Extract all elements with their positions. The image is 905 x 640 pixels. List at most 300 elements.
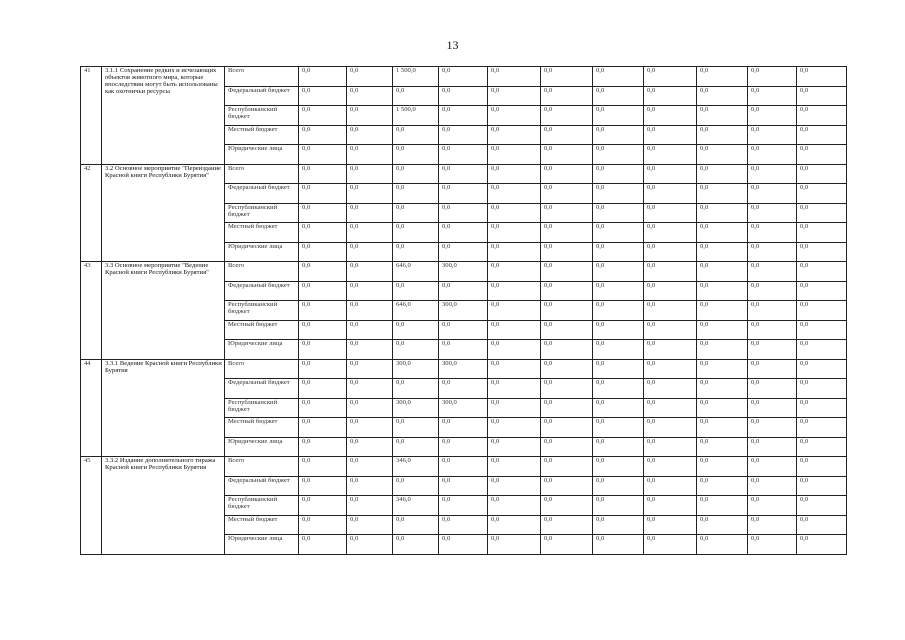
value-cell: 0,0 <box>593 203 644 223</box>
value-cell: 0,0 <box>488 320 541 340</box>
value-cell: 0,0 <box>644 398 697 418</box>
value-cell: 0,0 <box>488 515 541 535</box>
value-cell: 0,0 <box>593 379 644 399</box>
value-cell: 0,0 <box>347 437 393 457</box>
value-cell: 0,0 <box>644 535 697 555</box>
value-cell: 0,0 <box>797 86 847 106</box>
value-cell: 0,0 <box>299 437 347 457</box>
value-cell: 0,0 <box>347 496 393 516</box>
value-cell: 0,0 <box>644 359 697 379</box>
funding-source-label: Республиканский бюджет <box>225 301 299 321</box>
row-number: 43 <box>81 262 102 360</box>
value-cell: 0,0 <box>797 535 847 555</box>
value-cell: 0,0 <box>299 301 347 321</box>
value-cell: 0,0 <box>748 184 797 204</box>
value-cell: 0,0 <box>488 281 541 301</box>
funding-source-label: Юридические лица <box>225 340 299 360</box>
value-cell: 0,0 <box>644 379 697 399</box>
value-cell: 0,0 <box>593 457 644 477</box>
value-cell: 0,0 <box>697 86 748 106</box>
value-cell: 0,0 <box>748 359 797 379</box>
value-cell: 0,0 <box>748 106 797 126</box>
value-cell: 0,0 <box>797 476 847 496</box>
value-cell: 0,0 <box>488 359 541 379</box>
value-cell: 0,0 <box>299 223 347 243</box>
value-cell: 0,0 <box>697 398 748 418</box>
value-cell: 0,0 <box>299 203 347 223</box>
value-cell: 0,0 <box>593 535 644 555</box>
value-cell: 0,0 <box>593 496 644 516</box>
value-cell: 0,0 <box>347 535 393 555</box>
value-cell: 0,0 <box>439 320 488 340</box>
row-number: 41 <box>81 67 102 165</box>
funding-source-label: Местный бюджет <box>225 223 299 243</box>
value-cell: 0,0 <box>541 223 593 243</box>
value-cell: 0,0 <box>488 457 541 477</box>
value-cell: 0,0 <box>748 535 797 555</box>
value-cell: 646,0 <box>393 301 439 321</box>
value-cell: 0,0 <box>439 106 488 126</box>
funding-source-label: Местный бюджет <box>225 418 299 438</box>
value-cell: 0,0 <box>748 398 797 418</box>
value-cell: 0,0 <box>439 379 488 399</box>
table-row <box>81 262 847 282</box>
value-cell: 0,0 <box>347 125 393 145</box>
value-cell: 0,0 <box>541 301 593 321</box>
value-cell: 0,0 <box>488 437 541 457</box>
value-cell: 0,0 <box>299 379 347 399</box>
value-cell: 0,0 <box>593 164 644 184</box>
value-cell: 0,0 <box>593 301 644 321</box>
value-cell: 346,0 <box>393 496 439 516</box>
value-cell: 0,0 <box>439 125 488 145</box>
value-cell: 0,0 <box>644 418 697 438</box>
table-body <box>81 67 847 555</box>
funding-source-label: Республиканский бюджет <box>225 398 299 418</box>
value-cell: 300,0 <box>439 398 488 418</box>
value-cell: 0,0 <box>797 106 847 126</box>
value-cell: 0,0 <box>393 515 439 535</box>
value-cell: 0,0 <box>299 67 347 87</box>
value-cell: 0,0 <box>797 320 847 340</box>
value-cell: 0,0 <box>347 281 393 301</box>
funding-source-label: Всего <box>225 457 299 477</box>
value-cell: 0,0 <box>593 398 644 418</box>
value-cell: 0,0 <box>593 262 644 282</box>
activity-title: 3.1.1 Сохранение редких и исчезающих объектов животного мира, которые впоследствии могут быть использованы как охотничьи ресурсы <box>102 67 225 165</box>
value-cell: 0,0 <box>644 340 697 360</box>
value-cell: 0,0 <box>541 320 593 340</box>
value-cell: 0,0 <box>347 379 393 399</box>
value-cell: 0,0 <box>541 184 593 204</box>
value-cell: 0,0 <box>697 418 748 438</box>
value-cell: 0,0 <box>347 398 393 418</box>
value-cell: 0,0 <box>488 262 541 282</box>
value-cell: 0,0 <box>393 281 439 301</box>
value-cell: 0,0 <box>593 86 644 106</box>
value-cell: 0,0 <box>541 535 593 555</box>
value-cell: 0,0 <box>697 145 748 165</box>
value-cell: 0,0 <box>439 145 488 165</box>
value-cell: 0,0 <box>593 476 644 496</box>
value-cell: 0,0 <box>593 281 644 301</box>
value-cell: 0,0 <box>593 340 644 360</box>
value-cell: 0,0 <box>797 164 847 184</box>
value-cell: 0,0 <box>797 242 847 262</box>
value-cell: 0,0 <box>644 203 697 223</box>
value-cell: 0,0 <box>488 301 541 321</box>
value-cell: 0,0 <box>439 340 488 360</box>
funding-source-label: Юридические лица <box>225 437 299 457</box>
value-cell: 0,0 <box>541 496 593 516</box>
funding-source-label: Всего <box>225 359 299 379</box>
value-cell: 0,0 <box>644 320 697 340</box>
activity-title: 3.3 Основное мероприятие "Ведение Красной книги Республики Бурятия" <box>102 262 225 360</box>
value-cell: 0,0 <box>347 457 393 477</box>
value-cell: 0,0 <box>797 398 847 418</box>
value-cell: 0,0 <box>488 203 541 223</box>
value-cell: 0,0 <box>644 145 697 165</box>
value-cell: 0,0 <box>299 184 347 204</box>
value-cell: 0,0 <box>347 145 393 165</box>
value-cell: 0,0 <box>299 281 347 301</box>
value-cell: 0,0 <box>439 223 488 243</box>
value-cell: 0,0 <box>488 67 541 87</box>
value-cell: 0,0 <box>748 418 797 438</box>
value-cell: 0,0 <box>488 184 541 204</box>
value-cell: 0,0 <box>644 106 697 126</box>
funding-source-label: Федеральный бюджет <box>225 281 299 301</box>
table-row <box>81 164 847 184</box>
value-cell: 346,0 <box>393 457 439 477</box>
value-cell: 0,0 <box>393 125 439 145</box>
value-cell: 0,0 <box>347 320 393 340</box>
value-cell: 0,0 <box>541 125 593 145</box>
value-cell: 0,0 <box>748 262 797 282</box>
value-cell: 0,0 <box>541 164 593 184</box>
value-cell: 0,0 <box>347 203 393 223</box>
value-cell: 0,0 <box>347 223 393 243</box>
value-cell: 0,0 <box>541 437 593 457</box>
funding-source-label: Юридические лица <box>225 242 299 262</box>
value-cell: 0,0 <box>697 457 748 477</box>
value-cell: 0,0 <box>797 340 847 360</box>
value-cell: 0,0 <box>299 320 347 340</box>
activity-title: 3.3.2 Издание дополнительного тиража Красной книги Республики Бурятия <box>102 457 225 555</box>
value-cell: 0,0 <box>644 496 697 516</box>
value-cell: 0,0 <box>644 184 697 204</box>
value-cell: 0,0 <box>748 67 797 87</box>
value-cell: 300,0 <box>439 359 488 379</box>
value-cell: 0,0 <box>593 515 644 535</box>
value-cell: 0,0 <box>393 164 439 184</box>
value-cell: 0,0 <box>488 145 541 165</box>
value-cell: 0,0 <box>593 125 644 145</box>
value-cell: 0,0 <box>541 203 593 223</box>
value-cell: 0,0 <box>748 515 797 535</box>
value-cell: 0,0 <box>541 86 593 106</box>
value-cell: 0,0 <box>488 496 541 516</box>
value-cell: 0,0 <box>299 359 347 379</box>
value-cell: 0,0 <box>393 320 439 340</box>
value-cell: 0,0 <box>797 301 847 321</box>
row-number: 42 <box>81 164 102 262</box>
value-cell: 0,0 <box>697 476 748 496</box>
value-cell: 0,0 <box>488 164 541 184</box>
funding-source-label: Республиканский бюджет <box>225 203 299 223</box>
value-cell: 0,0 <box>797 359 847 379</box>
funding-source-label: Федеральный бюджет <box>225 184 299 204</box>
value-cell: 0,0 <box>593 437 644 457</box>
value-cell: 0,0 <box>797 496 847 516</box>
value-cell: 0,0 <box>748 476 797 496</box>
value-cell: 0,0 <box>439 281 488 301</box>
value-cell: 0,0 <box>488 242 541 262</box>
value-cell: 0,0 <box>644 515 697 535</box>
value-cell: 0,0 <box>439 457 488 477</box>
value-cell: 0,0 <box>644 301 697 321</box>
funding-source-label: Юридические лица <box>225 535 299 555</box>
value-cell: 0,0 <box>697 379 748 399</box>
value-cell: 0,0 <box>393 203 439 223</box>
value-cell: 0,0 <box>748 125 797 145</box>
value-cell: 0,0 <box>748 164 797 184</box>
value-cell: 0,0 <box>347 340 393 360</box>
value-cell: 300,0 <box>393 398 439 418</box>
value-cell: 0,0 <box>299 398 347 418</box>
value-cell: 0,0 <box>797 515 847 535</box>
value-cell: 0,0 <box>797 262 847 282</box>
table-row <box>81 359 847 379</box>
value-cell: 0,0 <box>593 67 644 87</box>
value-cell: 0,0 <box>439 184 488 204</box>
value-cell: 0,0 <box>347 67 393 87</box>
value-cell: 0,0 <box>299 262 347 282</box>
value-cell: 0,0 <box>439 496 488 516</box>
value-cell: 0,0 <box>393 242 439 262</box>
value-cell: 0,0 <box>488 398 541 418</box>
value-cell: 0,0 <box>697 359 748 379</box>
funding-source-label: Федеральный бюджет <box>225 379 299 399</box>
value-cell: 0,0 <box>797 418 847 438</box>
value-cell: 0,0 <box>797 203 847 223</box>
value-cell: 0,0 <box>644 67 697 87</box>
value-cell: 0,0 <box>541 340 593 360</box>
funding-source-label: Местный бюджет <box>225 515 299 535</box>
funding-source-label: Республиканский бюджет <box>225 496 299 516</box>
value-cell: 0,0 <box>299 476 347 496</box>
value-cell: 0,0 <box>541 145 593 165</box>
value-cell: 0,0 <box>797 457 847 477</box>
value-cell: 0,0 <box>299 86 347 106</box>
value-cell: 0,0 <box>299 515 347 535</box>
budget-table <box>80 66 847 555</box>
value-cell: 0,0 <box>541 106 593 126</box>
value-cell: 0,0 <box>593 223 644 243</box>
value-cell: 0,0 <box>593 242 644 262</box>
value-cell: 0,0 <box>697 164 748 184</box>
value-cell: 0,0 <box>541 67 593 87</box>
funding-source-label: Всего <box>225 67 299 87</box>
value-cell: 0,0 <box>748 145 797 165</box>
funding-source-label: Всего <box>225 164 299 184</box>
value-cell: 0,0 <box>697 125 748 145</box>
row-number: 44 <box>81 359 102 457</box>
value-cell: 0,0 <box>488 340 541 360</box>
value-cell: 0,0 <box>347 515 393 535</box>
value-cell: 300,0 <box>439 262 488 282</box>
value-cell: 0,0 <box>748 379 797 399</box>
value-cell: 0,0 <box>748 242 797 262</box>
value-cell: 0,0 <box>439 437 488 457</box>
value-cell: 0,0 <box>299 535 347 555</box>
value-cell: 0,0 <box>697 223 748 243</box>
value-cell: 0,0 <box>748 457 797 477</box>
value-cell: 0,0 <box>488 125 541 145</box>
value-cell: 0,0 <box>439 86 488 106</box>
value-cell: 0,0 <box>488 418 541 438</box>
value-cell: 0,0 <box>299 242 347 262</box>
value-cell: 0,0 <box>697 320 748 340</box>
value-cell: 0,0 <box>644 262 697 282</box>
value-cell: 0,0 <box>541 359 593 379</box>
value-cell: 0,0 <box>541 515 593 535</box>
value-cell: 0,0 <box>439 535 488 555</box>
funding-source-label: Местный бюджет <box>225 320 299 340</box>
value-cell: 0,0 <box>488 535 541 555</box>
value-cell: 0,0 <box>541 398 593 418</box>
value-cell: 0,0 <box>393 418 439 438</box>
value-cell: 0,0 <box>644 457 697 477</box>
value-cell: 0,0 <box>797 184 847 204</box>
value-cell: 0,0 <box>697 262 748 282</box>
value-cell: 0,0 <box>748 203 797 223</box>
value-cell: 0,0 <box>644 281 697 301</box>
value-cell: 0,0 <box>644 125 697 145</box>
value-cell: 0,0 <box>393 145 439 165</box>
value-cell: 0,0 <box>439 515 488 535</box>
value-cell: 0,0 <box>644 164 697 184</box>
value-cell: 0,0 <box>393 535 439 555</box>
value-cell: 0,0 <box>488 379 541 399</box>
value-cell: 0,0 <box>797 125 847 145</box>
value-cell: 0,0 <box>347 242 393 262</box>
value-cell: 0,0 <box>697 535 748 555</box>
value-cell: 0,0 <box>347 359 393 379</box>
value-cell: 300,0 <box>393 359 439 379</box>
value-cell: 0,0 <box>393 184 439 204</box>
value-cell: 0,0 <box>797 67 847 87</box>
value-cell: 0,0 <box>439 242 488 262</box>
value-cell: 0,0 <box>488 223 541 243</box>
value-cell: 0,0 <box>299 457 347 477</box>
value-cell: 0,0 <box>439 476 488 496</box>
value-cell: 0,0 <box>697 437 748 457</box>
value-cell: 0,0 <box>593 106 644 126</box>
value-cell: 0,0 <box>439 164 488 184</box>
value-cell: 0,0 <box>541 281 593 301</box>
value-cell: 0,0 <box>748 496 797 516</box>
value-cell: 0,0 <box>697 340 748 360</box>
value-cell: 0,0 <box>797 437 847 457</box>
value-cell: 0,0 <box>299 106 347 126</box>
value-cell: 0,0 <box>593 320 644 340</box>
row-number: 45 <box>81 457 102 555</box>
value-cell: 0,0 <box>347 164 393 184</box>
value-cell: 0,0 <box>697 496 748 516</box>
value-cell: 0,0 <box>439 203 488 223</box>
value-cell: 0,0 <box>644 242 697 262</box>
value-cell: 0,0 <box>593 418 644 438</box>
value-cell: 0,0 <box>697 203 748 223</box>
value-cell: 0,0 <box>299 145 347 165</box>
page-number: 13 <box>446 38 459 52</box>
value-cell: 0,0 <box>347 184 393 204</box>
value-cell: 0,0 <box>697 515 748 535</box>
value-cell: 0,0 <box>347 476 393 496</box>
value-cell: 0,0 <box>347 106 393 126</box>
value-cell: 0,0 <box>439 67 488 87</box>
value-cell: 0,0 <box>748 320 797 340</box>
value-cell: 1 500,0 <box>393 67 439 87</box>
value-cell: 0,0 <box>541 262 593 282</box>
value-cell: 0,0 <box>347 418 393 438</box>
value-cell: 0,0 <box>393 223 439 243</box>
value-cell: 0,0 <box>541 418 593 438</box>
value-cell: 0,0 <box>593 359 644 379</box>
value-cell: 0,0 <box>347 86 393 106</box>
value-cell: 0,0 <box>541 242 593 262</box>
value-cell: 0,0 <box>697 242 748 262</box>
value-cell: 0,0 <box>347 262 393 282</box>
value-cell: 0,0 <box>797 281 847 301</box>
funding-source-label: Республиканский бюджет <box>225 106 299 126</box>
value-cell: 1 500,0 <box>393 106 439 126</box>
value-cell: 0,0 <box>748 223 797 243</box>
value-cell: 0,0 <box>644 437 697 457</box>
activity-title: 3.2 Основное мероприятие "Переиздание Красной книги Республики Бурятия" <box>102 164 225 262</box>
value-cell: 0,0 <box>644 476 697 496</box>
table-row <box>81 457 847 477</box>
value-cell: 0,0 <box>697 281 748 301</box>
value-cell: 0,0 <box>299 340 347 360</box>
value-cell: 0,0 <box>644 86 697 106</box>
funding-source-label: Всего <box>225 262 299 282</box>
value-cell: 0,0 <box>697 67 748 87</box>
funding-source-label: Федеральный бюджет <box>225 86 299 106</box>
value-cell: 0,0 <box>644 223 697 243</box>
value-cell: 0,0 <box>439 418 488 438</box>
value-cell: 0,0 <box>748 437 797 457</box>
value-cell: 0,0 <box>393 379 439 399</box>
value-cell: 0,0 <box>488 106 541 126</box>
value-cell: 0,0 <box>393 340 439 360</box>
value-cell: 0,0 <box>299 125 347 145</box>
value-cell: 0,0 <box>488 86 541 106</box>
value-cell: 0,0 <box>797 379 847 399</box>
value-cell: 0,0 <box>299 164 347 184</box>
value-cell: 0,0 <box>748 281 797 301</box>
value-cell: 0,0 <box>541 379 593 399</box>
value-cell: 0,0 <box>541 457 593 477</box>
value-cell: 0,0 <box>697 106 748 126</box>
value-cell: 0,0 <box>797 145 847 165</box>
value-cell: 0,0 <box>541 476 593 496</box>
value-cell: 0,0 <box>748 340 797 360</box>
value-cell: 0,0 <box>748 301 797 321</box>
activity-title: 3.3.1 Ведение Красной книги Республики Бурятия <box>102 359 225 457</box>
value-cell: 0,0 <box>593 145 644 165</box>
